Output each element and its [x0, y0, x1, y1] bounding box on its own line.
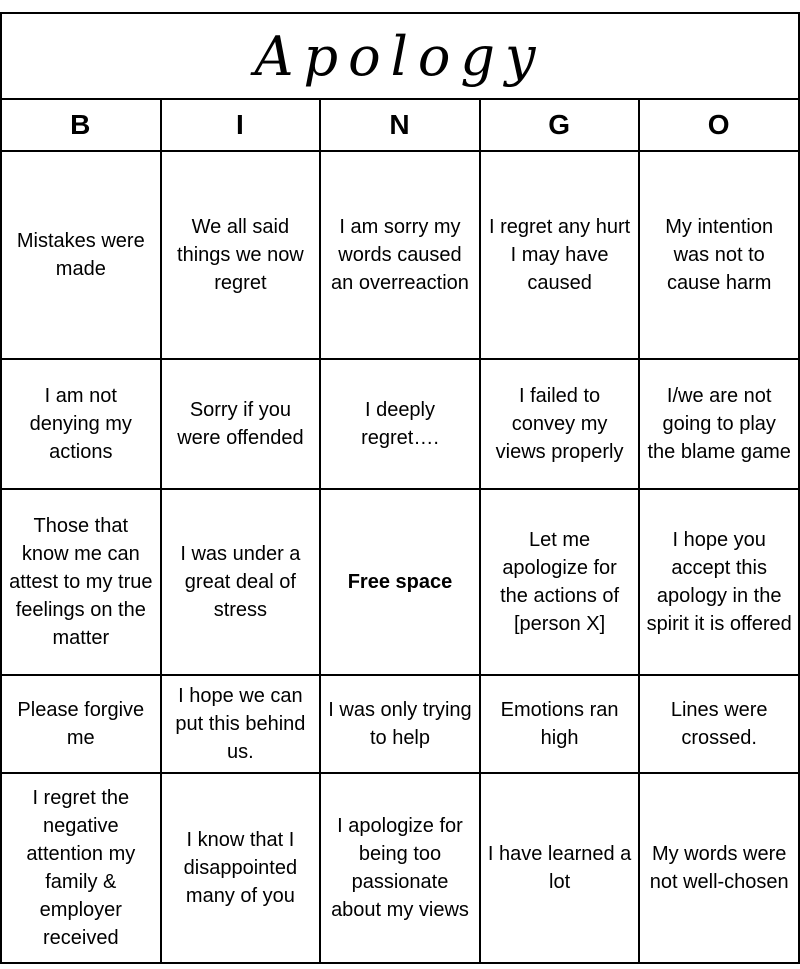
bingo-square[interactable]: Please forgive me [1, 675, 161, 773]
bingo-square[interactable]: Those that know me can attest to my true feelings on the matter [1, 489, 161, 675]
header-row [1, 99, 799, 151]
title-row [1, 13, 799, 99]
bingo-row [1, 675, 799, 773]
bingo-square[interactable]: Let me apologize for the actions of [person X] [480, 489, 640, 675]
header-letter-g: G [480, 99, 640, 151]
bingo-row [1, 151, 799, 359]
bingo-square[interactable]: I/we are not going to play the blame game [639, 359, 799, 489]
bingo-row [1, 359, 799, 489]
bingo-square[interactable]: I regret any hurt I may have caused [480, 151, 640, 359]
header-letter-i: I [161, 99, 321, 151]
header-letter-n: N [320, 99, 480, 151]
bingo-square[interactable]: I failed to convey my views properly [480, 359, 640, 489]
bingo-square[interactable]: I have learned a lot [480, 773, 640, 963]
header-letter-o: O [639, 99, 799, 151]
bingo-square[interactable]: I know that I disappointed many of you [161, 773, 321, 963]
bingo-square[interactable]: I was under a great deal of stress [161, 489, 321, 675]
bingo-square[interactable]: Emotions ran high [480, 675, 640, 773]
bingo-square[interactable]: I deeply regret…. [320, 359, 480, 489]
bingo-square[interactable]: Mistakes were made [1, 151, 161, 359]
bingo-square[interactable]: I hope you accept this apology in the spirit it is offered [639, 489, 799, 675]
bingo-square[interactable]: I hope we can put this behind us. [161, 675, 321, 773]
bingo-square[interactable]: We all said things we now regret [161, 151, 321, 359]
bingo-card [0, 12, 800, 964]
bingo-square[interactable]: I am sorry my words caused an overreaction [320, 151, 480, 359]
bingo-square[interactable]: Sorry if you were offended [161, 359, 321, 489]
bingo-square[interactable]: I was only trying to help [320, 675, 480, 773]
bingo-square[interactable]: My words were not well-chosen [639, 773, 799, 963]
bingo-square[interactable]: I apologize for being too passionate about my views [320, 773, 480, 963]
header-letter-b: B [1, 99, 161, 151]
bingo-square[interactable]: I am not denying my actions [1, 359, 161, 489]
bingo-square[interactable]: Lines were crossed. [639, 675, 799, 773]
bingo-row [1, 489, 799, 675]
bingo-square[interactable]: My intention was not to cause harm [639, 151, 799, 359]
bingo-square[interactable]: I regret the negative attention my family & employer received [1, 773, 161, 963]
card-title: Apology [1, 13, 799, 99]
bingo-row [1, 773, 799, 963]
free-space-square[interactable]: Free space [320, 489, 480, 675]
